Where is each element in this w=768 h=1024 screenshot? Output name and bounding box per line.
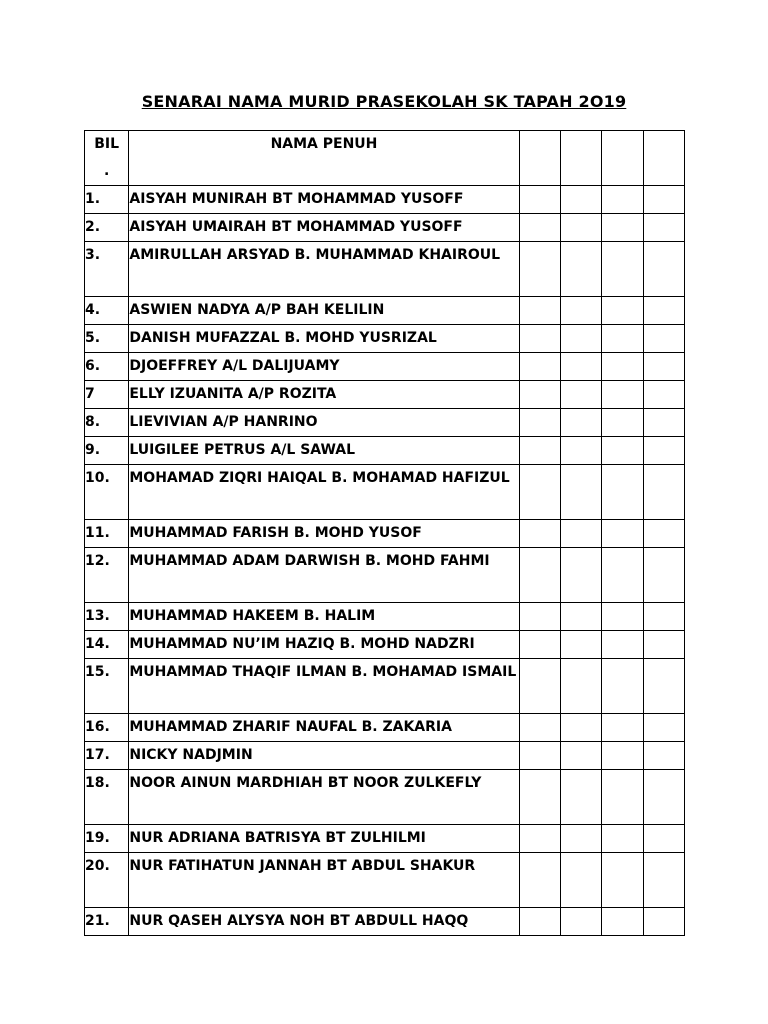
row-number: 13. (85, 603, 129, 631)
student-name: ASWIEN NADYA A/P BAH KELILIN (129, 297, 519, 325)
blank-cell (602, 603, 643, 631)
blank-cell (560, 214, 601, 242)
blank-cell (519, 353, 560, 381)
blank-cell (519, 297, 560, 325)
blank-cell (602, 381, 643, 409)
student-name: MOHAMAD ZIQRI HAIQAL B. MOHAMAD HAFIZUL (129, 465, 519, 520)
blank-cell (560, 714, 601, 742)
table-row (85, 770, 685, 825)
blank-cell (602, 465, 643, 520)
blank-cell (643, 631, 684, 659)
student-name: NUR ADRIANA BATRISYA BT ZULHILMI (129, 825, 519, 853)
table-row (85, 631, 685, 659)
student-name: MUHAMMAD THAQIF ILMAN B. MOHAMAD ISMAIL (129, 659, 519, 714)
blank-cell (602, 908, 643, 936)
row-number: 9. (85, 437, 129, 465)
row-number: 16. (85, 714, 129, 742)
row-number: 7 (85, 381, 129, 409)
blank-column-header (519, 131, 560, 186)
blank-cell (602, 437, 643, 465)
blank-cell (560, 742, 601, 770)
table-row (85, 297, 685, 325)
blank-cell (560, 548, 601, 603)
student-name: DJOEFFREY A/L DALIJUAMY (129, 353, 519, 381)
row-number: 12. (85, 548, 129, 603)
student-name: MUHAMMAD ZHARIF NAUFAL B. ZAKARIA (129, 714, 519, 742)
blank-cell (519, 437, 560, 465)
table-header-row (85, 131, 685, 186)
blank-cell (643, 520, 684, 548)
blank-cell (560, 908, 601, 936)
row-number: 17. (85, 742, 129, 770)
student-name: DANISH MUFAZZAL B. MOHD YUSRIZAL (129, 325, 519, 353)
row-number: 8. (85, 409, 129, 437)
blank-cell (560, 242, 601, 297)
blank-cell (560, 603, 601, 631)
blank-cell (643, 186, 684, 214)
table-row (85, 186, 685, 214)
blank-cell (560, 631, 601, 659)
blank-cell (643, 325, 684, 353)
blank-cell (519, 242, 560, 297)
blank-cell (560, 325, 601, 353)
student-name: AISYAH MUNIRAH BT MOHAMMAD YUSOFF (129, 186, 519, 214)
blank-cell (560, 770, 601, 825)
header-bil: BIL . (85, 131, 129, 186)
student-name: MUHAMMAD HAKEEM B. HALIM (129, 603, 519, 631)
blank-cell (560, 437, 601, 465)
student-name: MUHAMMAD NU’IM HAZIQ B. MOHD NADZRI (129, 631, 519, 659)
blank-cell (602, 770, 643, 825)
blank-cell (519, 520, 560, 548)
blank-cell (560, 381, 601, 409)
row-number: 21. (85, 908, 129, 936)
row-number: 18. (85, 770, 129, 825)
table-row (85, 548, 685, 603)
table-row (85, 825, 685, 853)
row-number: 11. (85, 520, 129, 548)
row-number: 10. (85, 465, 129, 520)
blank-cell (602, 520, 643, 548)
table-row (85, 409, 685, 437)
blank-cell (602, 631, 643, 659)
row-number: 1. (85, 186, 129, 214)
blank-cell (643, 381, 684, 409)
document-title: SENARAI NAMA MURID PRASEKOLAH SK TAPAH 2O19 (141, 92, 627, 111)
table-row (85, 853, 685, 908)
blank-cell (519, 214, 560, 242)
table-row (85, 437, 685, 465)
blank-cell (602, 825, 643, 853)
blank-cell (602, 186, 643, 214)
blank-column-header (602, 131, 643, 186)
table-row (85, 242, 685, 297)
blank-cell (519, 186, 560, 214)
blank-cell (643, 353, 684, 381)
row-number: 4. (85, 297, 129, 325)
blank-cell (602, 297, 643, 325)
student-list-table (84, 130, 685, 936)
blank-cell (519, 742, 560, 770)
blank-cell (643, 853, 684, 908)
blank-cell (643, 770, 684, 825)
blank-cell (643, 465, 684, 520)
blank-cell (643, 908, 684, 936)
row-number: 3. (85, 242, 129, 297)
blank-cell (519, 325, 560, 353)
blank-cell (560, 186, 601, 214)
student-name: LIEVIVIAN A/P HANRINO (129, 409, 519, 437)
blank-cell (602, 659, 643, 714)
row-number: 2. (85, 214, 129, 242)
blank-cell (643, 297, 684, 325)
table-row (85, 465, 685, 520)
blank-cell (560, 409, 601, 437)
blank-cell (519, 465, 560, 520)
row-number: 5. (85, 325, 129, 353)
student-name: AMIRULLAH ARSYAD B. MUHAMMAD KHAIROUL (129, 242, 519, 297)
blank-column-header (643, 131, 684, 186)
blank-cell (643, 825, 684, 853)
blank-cell (519, 770, 560, 825)
table-row (85, 381, 685, 409)
blank-cell (643, 714, 684, 742)
student-name: LUIGILEE PETRUS A/L SAWAL (129, 437, 519, 465)
blank-column-header (560, 131, 601, 186)
blank-cell (643, 409, 684, 437)
row-number: 15. (85, 659, 129, 714)
blank-cell (519, 825, 560, 853)
blank-cell (643, 242, 684, 297)
row-number: 14. (85, 631, 129, 659)
student-name: MUHAMMAD FARISH B. MOHD YUSOF (129, 520, 519, 548)
blank-cell (602, 242, 643, 297)
blank-cell (519, 853, 560, 908)
student-name: NICKY NADJMIN (129, 742, 519, 770)
blank-cell (560, 520, 601, 548)
blank-cell (519, 548, 560, 603)
blank-cell (643, 214, 684, 242)
row-number: 19. (85, 825, 129, 853)
table-row (85, 714, 685, 742)
blank-cell (602, 548, 643, 603)
blank-cell (560, 297, 601, 325)
student-name: NOOR AINUN MARDHIAH BT NOOR ZULKEFLY (129, 770, 519, 825)
blank-cell (560, 825, 601, 853)
blank-cell (519, 631, 560, 659)
blank-cell (519, 409, 560, 437)
table-row (85, 353, 685, 381)
blank-cell (643, 659, 684, 714)
blank-cell (643, 437, 684, 465)
blank-cell (602, 409, 643, 437)
student-name: ELLY IZUANITA A/P ROZITA (129, 381, 519, 409)
table-row (85, 659, 685, 714)
table-row (85, 325, 685, 353)
blank-cell (560, 465, 601, 520)
blank-cell (602, 714, 643, 742)
header-nama-penuh: NAMA PENUH (129, 131, 519, 186)
student-name: NUR FATIHATUN JANNAH BT ABDUL SHAKUR (129, 853, 519, 908)
table-row (85, 742, 685, 770)
blank-cell (602, 214, 643, 242)
table-row (85, 520, 685, 548)
blank-cell (602, 353, 643, 381)
blank-cell (519, 659, 560, 714)
blank-cell (560, 659, 601, 714)
student-name: NUR QASEH ALYSYA NOH BT ABDULL HAQQ (129, 908, 519, 936)
blank-cell (643, 603, 684, 631)
student-name: AISYAH UMAIRAH BT MOHAMMAD YUSOFF (129, 214, 519, 242)
blank-cell (643, 548, 684, 603)
blank-cell (602, 853, 643, 908)
blank-cell (519, 908, 560, 936)
row-number: 20. (85, 853, 129, 908)
blank-cell (602, 742, 643, 770)
blank-cell (519, 381, 560, 409)
table-row (85, 603, 685, 631)
row-number: 6. (85, 353, 129, 381)
blank-cell (560, 353, 601, 381)
student-name: MUHAMMAD ADAM DARWISH B. MOHD FAHMI (129, 548, 519, 603)
blank-cell (643, 742, 684, 770)
blank-cell (519, 603, 560, 631)
blank-cell (602, 325, 643, 353)
blank-cell (519, 714, 560, 742)
table-row (85, 908, 685, 936)
table-row (85, 214, 685, 242)
blank-cell (560, 853, 601, 908)
